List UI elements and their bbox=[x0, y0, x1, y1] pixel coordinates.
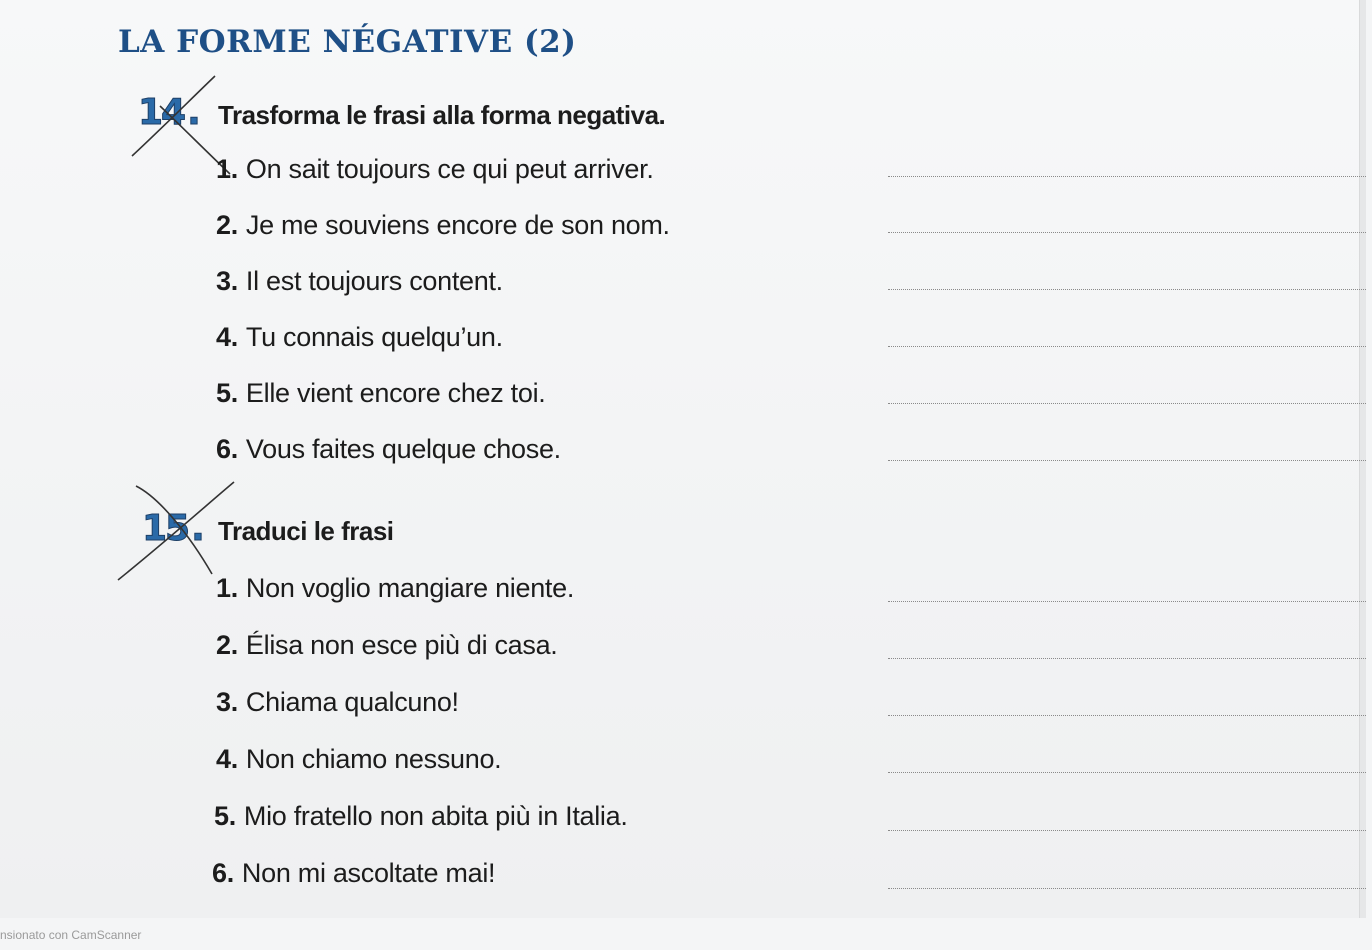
ex14-item-2: 2. Je me souviens encore de son nom. bbox=[216, 210, 670, 240]
exercise-15-instruction: Traduci le frasi bbox=[218, 516, 394, 546]
answer-line[interactable] bbox=[888, 460, 1366, 461]
answer-line[interactable] bbox=[888, 289, 1366, 290]
answer-line[interactable] bbox=[888, 346, 1366, 347]
exercise-14-number: 14. bbox=[138, 92, 199, 133]
answer-line[interactable] bbox=[888, 601, 1366, 602]
ex15-item-5: 5. Mio fratello non abita più in Italia. bbox=[214, 801, 628, 831]
ex15-item-4: 4. Non chiamo nessuno. bbox=[216, 744, 502, 774]
answer-line[interactable] bbox=[888, 232, 1366, 233]
ex14-item-3: 3. Il est toujours content. bbox=[216, 266, 503, 296]
answer-line[interactable] bbox=[888, 658, 1366, 659]
page-title: LA FORME NÉGATIVE (2) bbox=[118, 24, 577, 60]
exercise-14-instruction: Trasforma le frasi alla forma negativa. bbox=[218, 100, 666, 130]
answer-line[interactable] bbox=[888, 176, 1366, 177]
scanner-watermark: nsionato con CamScanner bbox=[0, 928, 142, 942]
ex14-item-6: 6. Vous faites quelque chose. bbox=[216, 434, 561, 464]
ex14-item-5: 5. Elle vient encore chez toi. bbox=[216, 378, 546, 408]
exercise-15-number: 15. bbox=[142, 508, 203, 549]
answer-line[interactable] bbox=[888, 830, 1366, 831]
answer-line[interactable] bbox=[888, 715, 1366, 716]
ex15-item-1: 1. Non voglio mangiare niente. bbox=[216, 573, 575, 603]
answer-line[interactable] bbox=[888, 888, 1366, 889]
ex14-item-4: 4. Tu connais quelqu’un. bbox=[216, 322, 503, 352]
ex15-item-6: 6. Non mi ascoltate mai! bbox=[212, 858, 496, 888]
ex14-item-1: 1. On sait toujours ce qui peut arriver. bbox=[216, 154, 654, 184]
ex15-item-2: 2. Élisa non esce più di casa. bbox=[216, 630, 558, 660]
answer-line[interactable] bbox=[888, 403, 1366, 404]
ex15-item-3: 3. Chiama qualcuno! bbox=[216, 687, 459, 717]
page-edge bbox=[1359, 0, 1366, 918]
answer-line[interactable] bbox=[888, 772, 1366, 773]
